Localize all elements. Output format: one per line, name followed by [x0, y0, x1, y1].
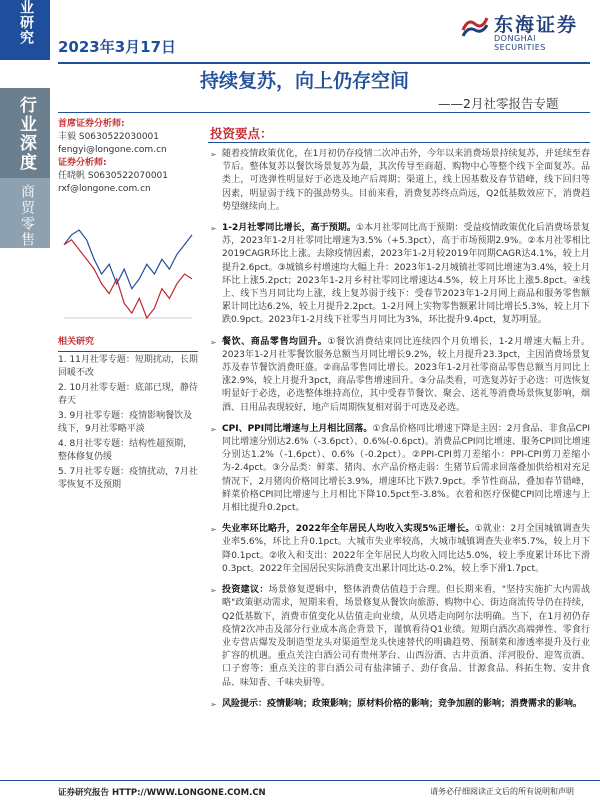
logo-name-cn: 东海证券	[494, 14, 579, 36]
related-item[interactable]: 5. 7月社零专题：疫情扰动，7月社零恢复不及预期	[58, 467, 198, 490]
chief-analyst-label: 首席证券分析师:	[58, 119, 125, 129]
sidebar	[0, 0, 50, 800]
key-point-catering-goods	[210, 336, 590, 415]
key-points-title: 投资要点：	[210, 126, 273, 141]
key-point-risk-warning	[210, 698, 590, 711]
report-subtitle: ——2月社零报告专题	[438, 96, 559, 111]
performance-chart	[58, 224, 198, 324]
key-point-investment-advice	[210, 584, 590, 690]
sidebar-top-label: 业研究	[18, 0, 34, 45]
report-date: 2023年3月17日	[58, 38, 177, 56]
chief-analyst-name: 丰毅 S0630522030001	[58, 132, 160, 142]
analyst-name: 任晓帆 S0630522070001	[58, 171, 169, 181]
bullet-arrow-icon: ➢	[210, 699, 217, 709]
bullet-text: 场景修复逻辑中，整体消费估值趋于合理。但长期来看，"坚持实施扩大内需战略"政策驱动需求，短期来看，场景修复从餐饮向旅游、购物中心、街边商流传导仍在持续，Q2低基数下，消费市值变化从估值走向业绩，从贝塔走向阿尔法明确。当下，在1月初仍存疫情2次冲击及部分行业成本高企背景下，谨慎看待Q1业绩。短期白酒次高端弹性、零食行业专营店爆发及制造型龙头对渠道型龙头快速替代的明确趋势、预制菜和渗透率提升及行业扩容的机遇。重点关注白酒公司有贵州茅台、山西汾酒、古井贡酒、洋河股份、迎驾贡酒、口子窖等；重点关注的非白酒公司有盐津铺子、劲仔食品、甘源食品、科拓生物、安井食品、味知香、千味央厨等。	[222, 585, 590, 688]
analyst-label: 证券分析师:	[58, 158, 107, 168]
related-item[interactable]: 3. 9月社零专题：疫情影响餐饮及线下，9月社零略平淡	[58, 411, 193, 434]
logo-wave-icon	[460, 10, 490, 40]
bullet-text: ①食品价格同比增速下降是主因：2月食品、非食品CPI同比增速分别达2.6%（-3.6pct）、0.6%(-0.6pct)。消费品CPI同比增速、服务CPI同比增速分别达1.2%（-1.6pct）、0.6%（-0.2pct）。②PPI-CPI剪刀差缩小：PPI-CPI剪刀差缩小为-2.4pct。③分品类：鲜菜、猪肉、水产品价格走弱：生猪节后需求回落叠加供给相对充足情况下，2月猪肉价格同比增长3.9%，增速环比下跌7.9pct。季节性商品，叠加春节错峰，鲜菜价格CPI同比增速与上月相比下降10.5pct至-3.8%。衣着和医疗保健CPI同比增速与上月相比提升0.2pct。	[222, 423, 590, 514]
footer-disclaimer: 请务必仔细阅读正文后的所有说明和声明	[430, 787, 574, 796]
key-point-retail-growth	[210, 222, 590, 328]
related-item[interactable]: 1. 11月社零专题：短期扰动，长期回暖不改	[58, 355, 198, 378]
key-point-cpi-ppi	[210, 423, 590, 515]
footer-divider	[0, 780, 600, 781]
bullet-arrow-icon: ➢	[210, 424, 217, 434]
key-points-list	[210, 148, 590, 719]
key-point-employment-income	[210, 523, 590, 576]
related-research-header: 相关研究	[58, 336, 198, 352]
related-item[interactable]: 2. 10月社零专题：底部已现，静待春天	[58, 383, 198, 406]
bullet-text: ①就业：2月全国城镇调查失业率5.6%，环比上升0.1pct。大城市失业率较高，大城市城镇调查失业率5.7%，较上月下降0.1pct。②收入和支出：2022年全年居民人均收入同比达5.0%，较上季度累计环比下滑0.3pct。2022年全国居民实际消费支出累计同比达-0.2%，较上季下滑1.7pct。	[222, 524, 590, 574]
header-divider	[58, 62, 590, 64]
company-logo	[460, 6, 590, 50]
related-research	[58, 336, 198, 494]
bullet-arrow-icon: ➢	[210, 150, 217, 159]
report-type-label: 行业深度	[16, 96, 36, 172]
bullet-text: 随着疫情政策优化，在1月初仍存疫情二次冲击外，今年以来消费场景持续复苏，并延续至春节后。整体复苏以餐饮场景复苏为最，其次传导至商超、购物中心等整个线下全面复苏。品类上，可选弹性明显好于必选及地产后周期；渠道上，线上因基数及春节错峰，线下回归等因素，明显弱于线下的强劲势头。目前来看，消费复苏终点尚远，Q2低基数效应下，消费趋势望继续向上。	[222, 149, 590, 212]
bullet-arrow-icon: ➢	[210, 525, 217, 535]
bullet-arrow-icon: ➢	[210, 586, 217, 596]
sidebar-band-report-type	[0, 88, 50, 178]
industry-label: 商贸零售	[19, 184, 35, 248]
related-item[interactable]: 4. 8月社零专题：结构性超预期，整体修复仍缓	[58, 439, 193, 462]
sidebar-band-industry	[0, 178, 50, 248]
bullet-lead: 投资建议：	[222, 585, 269, 596]
analyst-block	[58, 118, 198, 196]
chart-series-line-0	[64, 230, 192, 289]
footer-website[interactable]: 证券研究报告 HTTP://WWW.LONGONE.COM.CN	[58, 788, 266, 798]
analyst-email[interactable]: rxf@longone.com.cn	[58, 184, 151, 194]
bullet-arrow-icon: ➢	[210, 337, 217, 347]
bullet-lead: 餐饮、商品零售均回升。	[222, 336, 328, 347]
bullet-text: ①餐饮消费结束同比连续四个月负增长，1-2月增速大幅上升。2023年1-2月社零餐饮服务总额当月同比增长9.2%，较上月提升23.3pct，主因消费场景复苏及春节餐饮消费旺盛。②商品零售同比增长。2023年1-2月社零商品零售总额当月同比上涨2.9%，较上月提升3pct，商品零售增速回升。③分品类看，可选复苏好于必选：可选恢复明显好于必选，必选整体维持高位，其中受春节餐饮、聚会、送礼等消费场景恢复影响，烟酒、日用品表现较好，地产后周期恢复相对弱于可选及必选。	[222, 336, 590, 413]
sidebar-top-band	[0, 0, 50, 60]
key-points-divider	[208, 142, 590, 143]
bullet-lead: 失业率环比略升，2022年全年居民人均收入实现5%正增长。	[222, 524, 475, 535]
bullet-lead: CPI、PPI同比增速与上月相比回落。	[222, 423, 373, 434]
key-point-consumption-recovery	[210, 148, 590, 214]
report-title: 持续复苏，向上仍存空间	[200, 70, 410, 92]
bullet-lead: 1-2月社零同比增长，高于预期。	[222, 223, 356, 234]
title-divider	[58, 112, 590, 113]
bullet-lead: 风险提示：疫情影响；政策影响；原材料价格的影响；竞争加剧的影响；消费需求的影响。	[222, 698, 583, 709]
chief-analyst-email[interactable]: fengyi@longone.com.cn	[58, 145, 167, 155]
logo-name-en: DONGHAI SECURITIES	[494, 34, 546, 52]
bullet-arrow-icon: ➢	[210, 224, 217, 234]
bullet-text: ①本月社零同比高于预期：受益疫情政策优化后消费场景复苏，2023年1-2月社零同比增速为3.5%（+5.3pct），高于市场预期2.9%。②本月社零相比2019CAGR环比上涨。去除疫情因素，2023年1-2月较2019年同期CAGR达4.1%，较上月提升2.6pct。③城镇乡村增速均大幅上升：2023年1-2月城镇社零同比增速为3.4%，较上月环比上涨5.2pct；2023年1-2月乡村社零同比增速达4.5%，较上月环比上涨5.8pct。④线上、线下当月同比均上涨，线上复苏弱于线下：受春节2023年1-2月网上商品和服务零售额累计同比达6.2%，较上月提升2.2pct。1-2月网上实物零售额累计同比增长5.3%，较上月下跌0.9pct。2023年1-2月线下社零当月同比为3%，环比提升9.4pct，复苏明显。	[222, 223, 590, 326]
